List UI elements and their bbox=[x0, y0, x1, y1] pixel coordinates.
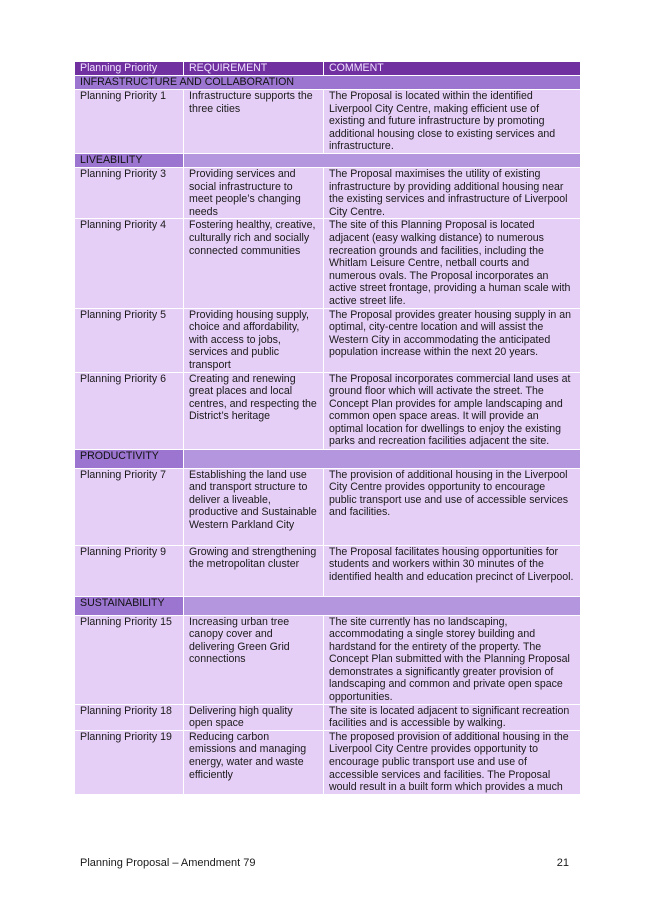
section-title: LIVEABILITY bbox=[75, 153, 184, 167]
header-comment: COMMENT bbox=[324, 62, 581, 76]
table-row bbox=[75, 545, 581, 596]
requirement-cell: Delivering high quality open space bbox=[184, 704, 324, 730]
comment-cell: The Proposal incorporates commercial land uses at ground floor which will activate the street. The Concept Plan provides for ample landscaping and common open space areas. It will provide an optimal location for dwellings to enjoy the existing parks and recreation facilities adjacent the site. bbox=[324, 372, 581, 449]
comment-cell: The provision of additional housing in the Liverpool City Centre provides opportunity to encourage public transport use and use of accessible services and facilities. bbox=[324, 468, 581, 545]
planning-priorities-table bbox=[74, 61, 581, 795]
comment-cell: The site currently has no landscaping, accommodating a single storey building and hardstand for the entirety of the property. The Concept Plan submitted with the Planning Proposal demonstrates a significantly greater provision of landscaping and common and private open space opportunities. bbox=[324, 615, 581, 704]
section-title: INFRASTRUCTURE AND COLLABORATION bbox=[75, 76, 581, 90]
priority-cell: Planning Priority 5 bbox=[75, 308, 184, 372]
section-row-productivity bbox=[75, 449, 581, 468]
requirement-cell: Reducing carbon emissions and managing energy, water and waste efficiently bbox=[184, 730, 324, 794]
comment-cell: The Proposal provides greater housing supply in an optimal, city-centre location and will assist the Western City in accommodating the anticipated population increase within the next 20 years. bbox=[324, 308, 581, 372]
priority-cell: Planning Priority 1 bbox=[75, 90, 184, 154]
comment-cell: The Proposal is located within the identified Liverpool City Centre, making efficient use of existing and future infrastructure by promoting additional housing close to existing services and infrastructure. bbox=[324, 90, 581, 154]
footer-page-number: 21 bbox=[556, 857, 569, 869]
comment-cell: The site of this Planning Proposal is located adjacent (easy walking distance) to numerous recreation grounds and facilities, including the Whitlam Leisure Centre, netball courts and numerous ovals. The Proposal incorporates an active street frontage, providing a human scale with active street life. bbox=[324, 219, 581, 308]
header-requirement: REQUIREMENT bbox=[184, 62, 324, 76]
table-row bbox=[75, 219, 581, 308]
requirement-cell: Infrastructure supports the three cities bbox=[184, 90, 324, 154]
priority-cell: Planning Priority 15 bbox=[75, 615, 184, 704]
table-row bbox=[75, 468, 581, 545]
table-row bbox=[75, 308, 581, 372]
section-fill bbox=[184, 596, 581, 615]
table-row bbox=[75, 372, 581, 449]
priority-cell: Planning Priority 9 bbox=[75, 545, 184, 596]
requirement-cell: Providing housing supply, choice and affordability, with access to jobs, services and public transport bbox=[184, 308, 324, 372]
table-row bbox=[75, 90, 581, 154]
requirement-cell: Creating and renewing great places and local centres, and respecting the District’s heritage bbox=[184, 372, 324, 449]
header-planning-priority: Planning Priority bbox=[75, 62, 184, 76]
priority-cell: Planning Priority 19 bbox=[75, 730, 184, 794]
footer-document-title: Planning Proposal – Amendment 79 bbox=[80, 857, 256, 869]
section-fill bbox=[184, 153, 581, 167]
section-title: PRODUCTIVITY bbox=[75, 449, 184, 468]
priority-cell: Planning Priority 6 bbox=[75, 372, 184, 449]
requirement-cell: Fostering healthy, creative, culturally rich and socially connected communities bbox=[184, 219, 324, 308]
requirement-cell: Providing services and social infrastructure to meet people’s changing needs bbox=[184, 167, 324, 218]
priority-cell: Planning Priority 4 bbox=[75, 219, 184, 308]
comment-cell: The site is located adjacent to significant recreation facilities and is accessible by walking. bbox=[324, 704, 581, 730]
section-row-liveability bbox=[75, 153, 581, 167]
table-row bbox=[75, 704, 581, 730]
requirement-cell: Growing and strengthening the metropolitan cluster bbox=[184, 545, 324, 596]
table-row bbox=[75, 615, 581, 704]
section-title: SUSTAINABILITY bbox=[75, 596, 184, 615]
table-row bbox=[75, 730, 581, 794]
priority-cell: Planning Priority 3 bbox=[75, 167, 184, 218]
priority-cell: Planning Priority 7 bbox=[75, 468, 184, 545]
comment-cell: The Proposal maximises the utility of existing infrastructure by providing additional housing near the existing services and infrastructure of Liverpool City Centre. bbox=[324, 167, 581, 218]
table-header-row bbox=[75, 62, 581, 76]
section-row-sustainability bbox=[75, 596, 581, 615]
comment-cell: The proposed provision of additional housing in the Liverpool City Centre provides opportunity to encourage public transport use and use of accessible services and facilities. The Proposal would result in a built form which provides a much bbox=[324, 730, 581, 794]
requirement-cell: Establishing the land use and transport structure to deliver a liveable, productive and Sustainable Western Parkland City bbox=[184, 468, 324, 545]
priority-cell: Planning Priority 18 bbox=[75, 704, 184, 730]
section-fill bbox=[184, 449, 581, 468]
table-row bbox=[75, 167, 581, 218]
comment-cell: The Proposal facilitates housing opportunities for students and workers within 30 minutes of the identified health and education precinct of Liverpool. bbox=[324, 545, 581, 596]
requirement-cell: Increasing urban tree canopy cover and delivering Green Grid connections bbox=[184, 615, 324, 704]
section-row-infrastructure bbox=[75, 76, 581, 90]
